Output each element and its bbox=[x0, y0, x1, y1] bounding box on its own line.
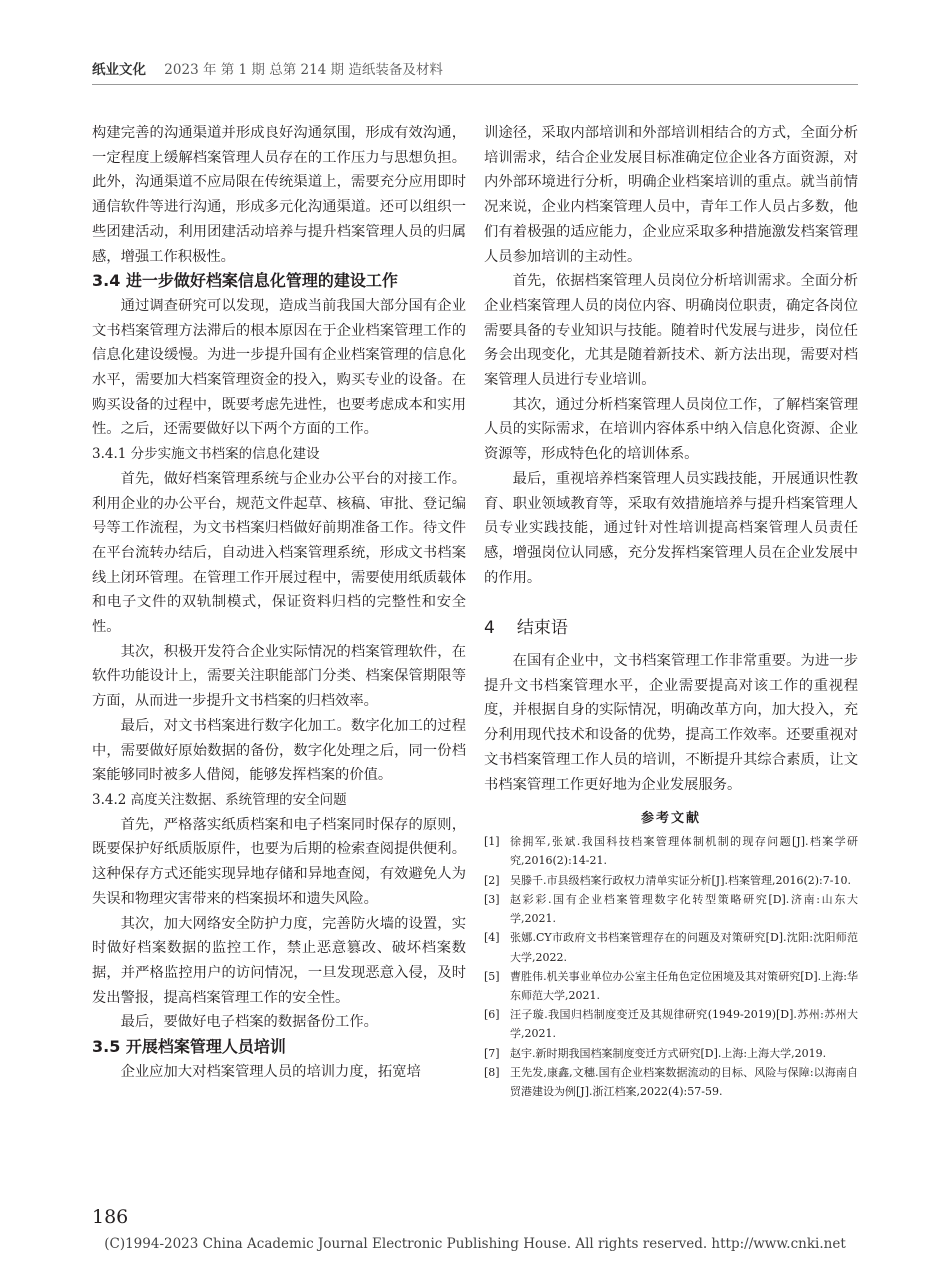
paragraph: 构建完善的沟通渠道并形成良好沟通氛围，形成有效沟通，一定程度上缓解档案管理人员存在的工作压力与思想负担。此外，沟通渠道不应局限在传统渠道上，需要充分应用即时通信软件等进行沟通，形成多元化沟通渠道。还可以组织一些团建活动，利用团建活动培养与提升档案管理人员的归属感，增强工作积极性。 bbox=[92, 125, 466, 265]
page-number: 186 bbox=[92, 1206, 129, 1228]
paragraph: 其次，加大网络安全防护力度，完善防火墙的设置，实时做好档案数据的监控工作，禁止恶意篡改、破坏档案数据，并严格监控用户的访问情况，一旦发现恶意入侵，及时发出警报，提高档案管理工作的安全性。 bbox=[92, 915, 466, 1006]
reference-text: 曹胜伟.机关事业单位办公室主任角色定位困境及其对策研究[D].上海:华东师范大学,2021. bbox=[510, 969, 858, 1002]
subsection-heading-3-4-1: 3.4.1 分步实施文书档案的信息化建设 bbox=[92, 446, 320, 463]
right-column bbox=[484, 121, 858, 1101]
reference-index: [1] bbox=[484, 835, 500, 849]
section-heading-3-5: 3.5 开展档案管理人员培训 bbox=[92, 1037, 286, 1057]
paragraph: 最后，要做好电子档案的数据备份工作。 bbox=[120, 1014, 378, 1031]
reference-text: 张娜.CY市政府文书档案管理存在的问题及对策研究[D].沈阳:沈阳师范大学,2022. bbox=[510, 931, 858, 964]
copyright-notice: (C)1994-2023 China Academic Journal Electronic Publishing House. All rights reserved. http://www.cnki.net bbox=[104, 1236, 846, 1252]
reference-text: 徐拥军,张斌.我国科技档案管理体制机制的现存问题[J].档案学研究,2016(2):14-21. bbox=[510, 835, 858, 868]
paragraph: 其次，积极开发符合企业实际情况的档案管理软件，在软件功能设计上，需要关注职能部门分类、档案保管期限等方面，从而进一步提升文书档案的归档效率。 bbox=[92, 643, 466, 710]
reference-item bbox=[484, 928, 858, 966]
reference-item bbox=[484, 967, 858, 1005]
issue-info: 2023 年 第 1 期 总第 214 期 造纸装备及材料 bbox=[164, 62, 443, 78]
paragraph: 最后，重视培养档案管理人员实践技能，开展通识性教育、职业领域教育等，采取有效措施培养与提升档案管理人员专业实践技能，通过针对性培训提高档案管理人员责任感，增强岗位认同感，充分发挥档案管理人员在企业发展中的作用。 bbox=[484, 470, 858, 586]
reference-text: 赵宇.新时期我国档案制度变迁方式研究[D].上海:上海大学,2019. bbox=[510, 1046, 827, 1060]
section-heading-4 bbox=[484, 616, 858, 641]
paragraph: 训途径，采取内部培训和外部培训相结合的方式，全面分析培训需求，结合企业发展目标准确定位企业各方面资源，对内外部环境进行分析，明确企业档案培训的重点。就当前情况来说，企业内档案管理人员中，青年工作人员占多数，他们有着极强的适应能力，企业应采取多种措施激发档案管理人员参加培训的主动性。 bbox=[484, 125, 858, 265]
paragraph: 最后，对文书档案进行数字化加工。数字化加工的过程中，需要做好原始数据的备份，数字化处理之后，同一份档案能够同时被多人借阅，能够发挥档案的价值。 bbox=[92, 717, 466, 784]
reference-index: [3] bbox=[484, 892, 500, 906]
reference-item bbox=[484, 890, 858, 928]
paragraph: 其次，通过分析档案管理人员岗位工作，了解档案管理人员的实际需求，在培训内容体系中纳入信息化资源、企业资源等，形成特色化的培训体系。 bbox=[484, 396, 858, 463]
reference-list bbox=[484, 832, 858, 1101]
reference-text: 汪子璇.我国归档制度变迁及其规律研究(1949-2019)[D].苏州:苏州大学,2021. bbox=[510, 1008, 858, 1041]
reference-index: [4] bbox=[484, 931, 500, 945]
header-rule bbox=[92, 84, 858, 85]
reference-item bbox=[484, 1005, 858, 1043]
reference-index: [2] bbox=[484, 873, 500, 887]
reference-index: [8] bbox=[484, 1065, 500, 1079]
section-title: 结束语 bbox=[516, 618, 568, 639]
reference-text: 赵彩彩.国有企业档案管理数字化转型策略研究[D].济南:山东大学,2021. bbox=[510, 892, 858, 926]
paragraph: 企业应加大对档案管理人员的培训力度，拓宽培 bbox=[120, 1063, 421, 1080]
journal-name: 纸业文化 bbox=[92, 62, 146, 78]
subsection-heading-3-4-2: 3.4.2 高度关注数据、系统管理的安全问题 bbox=[92, 791, 347, 808]
running-header bbox=[92, 58, 443, 78]
paragraph: 首先，严格落实纸质档案和电子档案同时保存的原则，既要保护好纸质版原件，也要为后期的检索查阅提供便利。这种保存方式还能实现异地存储和异地查阅，有效避免人为失误和物理灾害带来的档案损坏和遗失风险。 bbox=[92, 816, 466, 907]
paragraph: 通过调查研究可以发现，造成当前我国大部分国有企业文书档案管理方法滞后的根本原因在于企业档案管理工作的信息化建设缓慢。为进一步提升国有企业档案管理的信息化水平，需要加大档案管理资金的投入，购买专业的设备。在购买设备的过程中，既要考虑先进性，也要考虑成本和实用性。之后，还需要做好以下两个方面的工作。 bbox=[92, 297, 466, 438]
reference-item bbox=[484, 1044, 858, 1063]
reference-item bbox=[484, 871, 858, 890]
section-number: 4 bbox=[484, 618, 495, 639]
left-column bbox=[92, 121, 466, 1084]
reference-item bbox=[484, 832, 858, 870]
section-heading-3-4: 3.4 进一步做好档案信息化管理的建设工作 bbox=[92, 271, 398, 291]
reference-item bbox=[484, 1063, 858, 1101]
reference-text: 吴滕千.市县级档案行政权力清单实证分析[J].档案管理,2016(2):7-10. bbox=[510, 873, 851, 887]
reference-index: [7] bbox=[484, 1046, 500, 1060]
reference-index: [6] bbox=[484, 1008, 500, 1022]
reference-index: [5] bbox=[484, 969, 500, 983]
paragraph: 首先，做好档案管理系统与企业办公平台的对接工作。利用企业的办公平台，规范文件起草、核稿、审批、登记编号等工作流程，为文书档案归档做好前期准备工作。待文件在平台流转办结后，自动进入档案管理系统，形成文书档案线上闭环管理。在管理工作开展过程中，需要使用纸质载体和电子文件的双轨制模式，保证资料归档的完整性和安全性。 bbox=[92, 470, 466, 636]
paragraph: 在国有企业中，文书档案管理工作非常重要。为进一步提升文书档案管理水平，企业需要提高对该工作的重视程度，并根据自身的实际情况，明确改革方向，加大投入，充分利用现代技术和设备的优势，提高工作效率。还要重视对文书档案管理工作人员的培训，不断提升其综合素质，让文书档案管理工作更好地为企业发展服务。 bbox=[484, 653, 858, 793]
paragraph: 首先，依据档案管理人员岗位分析培训需求。全面分析企业档案管理人员的岗位内容、明确岗位职责，确定各岗位需要具备的专业知识与技能。随着时代发展与进步，岗位任务会出现变化，尤其是随着新技术、新方法出现，需要对档案管理人员进行专业培训。 bbox=[484, 273, 858, 389]
reference-text: 王先发,康鑫,文穗.国有企业档案数据流动的目标、风险与保障:以海南自贸港建设为例[J].浙江档案,2022(4):57-59. bbox=[510, 1065, 858, 1098]
references-title: 参考文献 bbox=[640, 811, 701, 827]
